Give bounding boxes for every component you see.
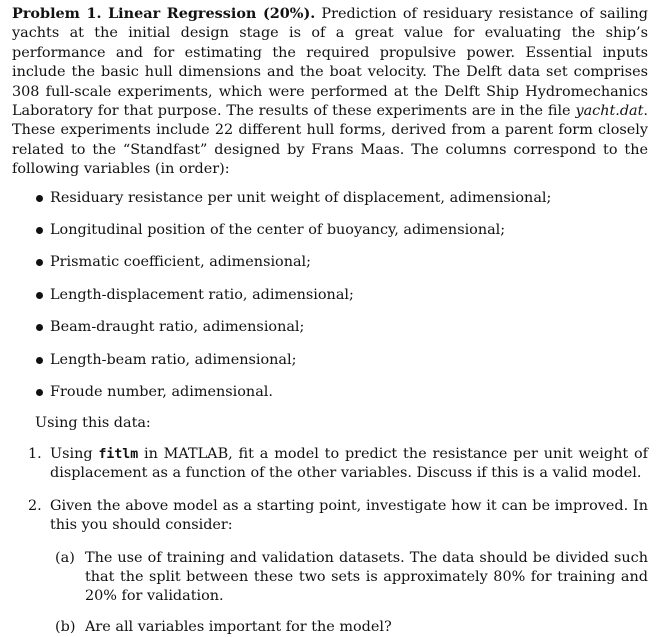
list-item <box>12 253 648 272</box>
variable-text: Beam-draught ratio, adimensional; <box>50 319 305 336</box>
list-item <box>12 383 648 402</box>
subtask-item-b <box>50 618 648 637</box>
list-item <box>12 189 648 208</box>
problem-intro-paragraph <box>12 4 648 180</box>
list-item <box>12 286 648 305</box>
bullet-icon <box>36 389 43 396</box>
variable-text: Length-displacement ratio, adimensional; <box>50 286 354 303</box>
task-2-text: Given the above model as a starting point, investigate how it can be improved. In this you should consider: <box>50 497 648 534</box>
intro-text-part-2: . These experiments include 22 different hull forms, derived from a parent form closely related to the “Standfast” designed by Frans Maas. The columns correspond to the following variables (in order): <box>12 103 648 178</box>
bullet-icon <box>36 227 43 234</box>
problem-heading: Problem 1. Linear Regression (20%). <box>12 5 316 22</box>
task-list <box>12 445 648 637</box>
list-item <box>12 351 648 370</box>
task-item-1 <box>12 445 648 484</box>
subtask-text: The use of training and validation datasets. The data should be divided such that the split between these two sets is approximately 80% for training and 20% for validation. <box>85 549 648 605</box>
bullet-icon <box>36 324 43 331</box>
bullet-icon <box>36 259 43 266</box>
bullet-icon <box>36 292 43 299</box>
list-item <box>12 221 648 240</box>
subtask-item-a <box>50 549 648 607</box>
task-1-post: in MATLAB, fit a model to predict the resistance per unit weight of displacement as a function of the other variables. Discuss if this is a valid model. <box>50 445 648 482</box>
variable-text: Prismatic coefficient, adimensional; <box>50 254 312 271</box>
subtask-label: (a) <box>55 549 75 566</box>
subtask-list <box>50 549 648 637</box>
intro-text-part-1: Prediction of residuary resistance of sailing yachts at the initial design stage is of a great value for evaluating the ship’s performance and for estimating the required propulsive power. Essential inputs include the basic hull dimensions and the boat velocity. The Delft data set comprises 308 full-scale experiments, which were performed at the Delft Ship Hydromechanics Laboratory for that purpose. The results of these experiments are in the file <box>12 6 649 120</box>
using-data-text: Using this data: <box>35 414 151 431</box>
variable-text: Froude number, adimensional. <box>50 384 273 401</box>
task-1-pre: Using <box>50 445 99 462</box>
task-number: 2. <box>28 497 42 514</box>
data-filename: yacht.dat <box>575 103 644 120</box>
subtask-label: (b) <box>55 618 76 635</box>
list-item <box>12 318 648 337</box>
variable-text: Longitudinal position of the center of buoyancy, adimensional; <box>50 222 506 239</box>
bullet-icon <box>36 357 43 364</box>
task-number: 1. <box>28 445 42 462</box>
subtask-text: Are all variables important for the model? <box>85 618 392 635</box>
task-item-2 <box>12 497 648 637</box>
variable-text: Length-beam ratio, adimensional; <box>50 351 297 368</box>
variable-list <box>12 189 648 403</box>
variable-text: Residuary resistance per unit weight of displacement, adimensional; <box>50 189 552 206</box>
bullet-icon <box>36 195 43 202</box>
code-fitlm: fitlm <box>98 446 139 462</box>
